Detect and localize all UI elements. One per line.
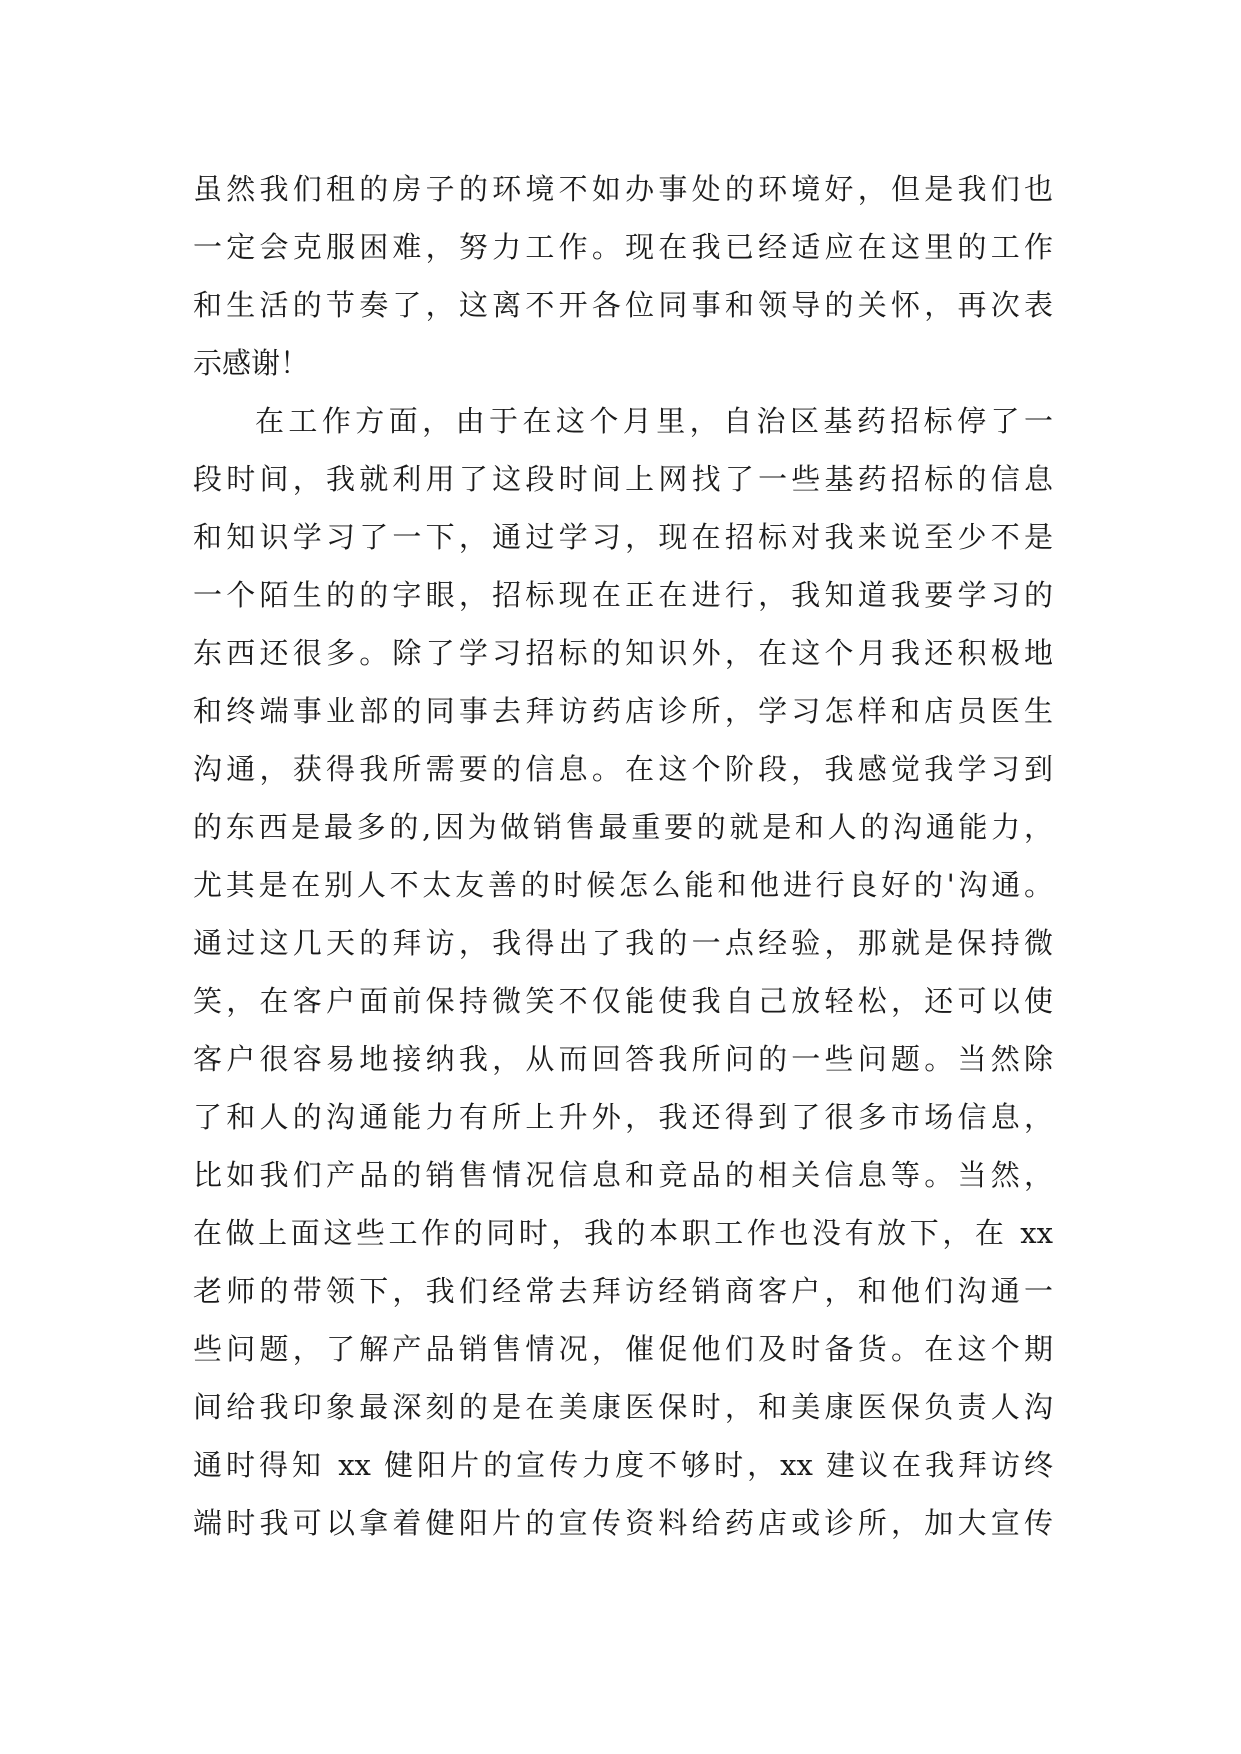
text-line: 示感谢！: [193, 346, 310, 380]
text-line: 些问题，了解产品销售情况，催促他们及时备货。在这个期: [193, 1332, 1053, 1366]
text-line: 虽然我们租的房子的环境不如办事处的环境好，但是我们也: [193, 172, 1053, 206]
text-line: 沟通，获得我所需要的信息。在这个阶段，我感觉我学习到: [193, 752, 1053, 786]
text-line: 客户很容易地接纳我，从而回答我所问的一些问题。当然除: [193, 1042, 1053, 1076]
text-line: 段时间，我就利用了这段时间上网找了一些基药招标的信息: [193, 462, 1053, 496]
text-line: 一定会克服困难，努力工作。现在我已经适应在这里的工作: [193, 230, 1053, 264]
text-line: 和生活的节奏了，这离不开各位同事和领导的关怀，再次表: [193, 288, 1053, 322]
text-line: 在做上面这些工作的同时，我的本职工作也没有放下，在 xx: [193, 1216, 1053, 1250]
text-line: 笑，在客户面前保持微笑不仅能使我自己放轻松，还可以使: [193, 984, 1053, 1018]
text-line: 和终端事业部的同事去拜访药店诊所，学习怎样和店员医生: [193, 694, 1053, 728]
text-line: 端时我可以拿着健阳片的宣传资料给药店或诊所，加大宣传: [193, 1506, 1053, 1540]
text-line: 了和人的沟通能力有所上升外，我还得到了很多市场信息，: [193, 1100, 1053, 1134]
paragraph-2: [193, 392, 1053, 1552]
text-line: 间给我印象最深刻的是在美康医保时，和美康医保负责人沟: [193, 1390, 1053, 1424]
body-text: [193, 160, 1053, 1552]
text-line: 的东西是最多的,因为做销售最重要的就是和人的沟通能力，: [193, 810, 1053, 844]
text-line: 东西还很多。除了学习招标的知识外，在这个月我还积极地: [193, 636, 1053, 670]
paragraph-1: [193, 160, 1053, 392]
text-line: 尤其是在别人不太友善的时候怎么能和他进行良好的'沟通。: [193, 868, 1053, 902]
text-line: 通时得知 xx 健阳片的宣传力度不够时，xx 建议在我拜访终: [193, 1448, 1053, 1482]
text-line: 一个陌生的的字眼，招标现在正在进行，我知道我要学习的: [193, 578, 1053, 612]
text-line: 比如我们产品的销售情况信息和竞品的相关信息等。当然，: [193, 1158, 1053, 1192]
text-line: 老师的带领下，我们经常去拜访经销商客户，和他们沟通一: [193, 1274, 1053, 1308]
text-line: 和知识学习了一下，通过学习，现在招标对我来说至少不是: [193, 520, 1053, 554]
text-line: 通过这几天的拜访，我得出了我的一点经验，那就是保持微: [193, 926, 1053, 960]
text-line: 在工作方面，由于在这个月里，自治区基药招标停了一: [255, 404, 1053, 438]
